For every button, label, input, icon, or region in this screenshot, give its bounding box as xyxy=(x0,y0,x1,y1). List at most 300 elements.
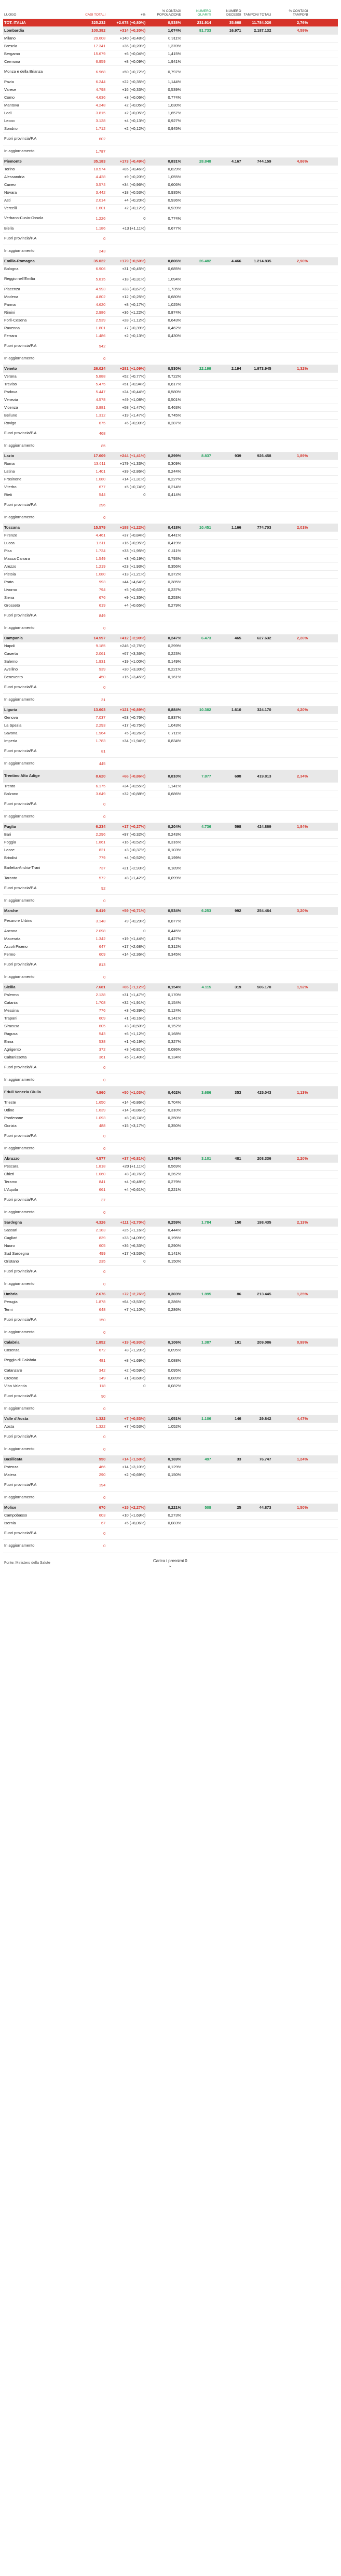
province-empty-cell xyxy=(212,1014,242,1022)
province-row xyxy=(3,838,338,846)
italy-casi: 325.232 xyxy=(65,19,106,26)
province-var: +8 (+1,42%) xyxy=(106,874,146,882)
province-row xyxy=(3,862,338,874)
province-empty-cell xyxy=(212,810,242,823)
province-row xyxy=(3,1313,338,1326)
province-empty-cell xyxy=(182,1098,212,1106)
header-casi-totali[interactable]: CASI TOTALI xyxy=(65,0,106,19)
province-empty-cell xyxy=(272,1354,309,1366)
province-pop: 0,290% xyxy=(146,1242,182,1250)
source-note: Fonte: Ministero della Salute xyxy=(4,1561,50,1565)
region-name[interactable]: Emilia-Romagna xyxy=(3,257,65,265)
header-tamponi[interactable]: TAMPONI TOTALI xyxy=(242,0,272,19)
province-pop: 0,221% xyxy=(146,1186,182,1193)
province-var: +1 (+0,19%) xyxy=(106,1038,146,1045)
province-empty-cell xyxy=(309,467,338,475)
region-name[interactable]: Friuli Venezia Giulia xyxy=(3,1086,65,1098)
province-name: In aggiornamento xyxy=(3,1402,65,1415)
province-casi: 4.798 xyxy=(65,86,106,93)
region-name[interactable]: Valle d'Aosta xyxy=(3,1415,65,1423)
province-row xyxy=(3,204,338,212)
province-pop: 0,927% xyxy=(146,117,182,125)
province-row xyxy=(3,1053,338,1061)
province-empty-cell xyxy=(242,999,272,1007)
region-row[interactable] xyxy=(3,1086,338,1098)
province-empty-cell xyxy=(309,1170,338,1178)
province-empty-cell xyxy=(272,1142,309,1155)
province-var xyxy=(106,427,146,439)
province-name: Enna xyxy=(3,1038,65,1045)
region-name[interactable]: Veneto xyxy=(3,365,65,372)
province-casi: 2.098 xyxy=(65,927,106,935)
province-empty-cell xyxy=(212,491,242,499)
region-row[interactable] xyxy=(3,1415,338,1423)
province-empty-cell xyxy=(182,950,212,958)
province-name: Novara xyxy=(3,189,65,196)
province-empty-cell xyxy=(272,467,309,475)
region-name[interactable]: Abruzzo xyxy=(3,1155,65,1162)
province-empty-cell xyxy=(309,439,338,452)
region-row[interactable] xyxy=(3,257,338,265)
province-casi: 0 xyxy=(65,1527,106,1539)
province-empty-cell xyxy=(182,1030,212,1038)
province-var xyxy=(106,971,146,983)
province-empty-cell xyxy=(242,562,272,570)
province-row xyxy=(3,935,338,943)
province-empty-cell xyxy=(309,714,338,721)
province-pop xyxy=(146,1402,182,1415)
province-empty-cell xyxy=(309,1463,338,1471)
province-var: +28 (+1,12%) xyxy=(106,316,146,324)
province-empty-cell xyxy=(242,165,272,173)
province-row xyxy=(3,1038,338,1045)
province-name: Trento xyxy=(3,782,65,790)
province-empty-cell xyxy=(309,396,338,404)
province-row xyxy=(3,58,338,65)
region-row[interactable] xyxy=(3,365,338,372)
province-name: In aggiornamento xyxy=(3,352,65,365)
region-pop: 0,810% xyxy=(146,770,182,782)
province-empty-cell xyxy=(212,285,242,293)
province-var: +3 (+0,37%) xyxy=(106,846,146,854)
province-casi: 0 xyxy=(65,511,106,524)
province-name: Catania xyxy=(3,999,65,1007)
province-row xyxy=(3,86,338,93)
province-var xyxy=(106,1430,146,1443)
region-decessi: 146 xyxy=(212,1415,242,1423)
province-casi: 29.608 xyxy=(65,34,106,42)
province-casi: 0 xyxy=(65,1491,106,1504)
header-contagi-popolazione[interactable]: % CONTAGI POPOLAZIONE xyxy=(146,0,182,19)
province-empty-cell xyxy=(309,324,338,332)
province-var: +8 (+1,69%) xyxy=(106,1354,146,1366)
province-empty-cell xyxy=(182,1527,212,1539)
province-row xyxy=(3,882,338,894)
province-name: Reggio di Calabria xyxy=(3,1354,65,1366)
province-empty-cell xyxy=(182,125,212,132)
province-empty-cell xyxy=(242,1022,272,1030)
province-empty-cell xyxy=(242,1234,272,1242)
province-empty-cell xyxy=(182,1479,212,1491)
province-var: +9 (+0,20%) xyxy=(106,173,146,181)
province-name: Rimini xyxy=(3,308,65,316)
region-row[interactable] xyxy=(3,452,338,460)
province-empty-cell xyxy=(242,874,272,882)
region-row[interactable] xyxy=(3,983,338,991)
province-casi: 839 xyxy=(65,1234,106,1242)
province-empty-cell xyxy=(309,181,338,189)
province-pop: 0,935% xyxy=(146,189,182,196)
province-empty-cell xyxy=(272,1390,309,1402)
province-name: Ragusa xyxy=(3,1030,65,1038)
province-empty-cell xyxy=(182,475,212,483)
province-row xyxy=(3,1030,338,1038)
header-decessi[interactable]: NUMERO DECESSI xyxy=(212,0,242,19)
province-empty-cell xyxy=(309,1038,338,1045)
province-casi: 2.183 xyxy=(65,1226,106,1234)
province-empty-cell xyxy=(272,1430,309,1443)
province-empty-cell xyxy=(182,132,212,145)
region-guariti: 8.837 xyxy=(182,452,212,460)
region-casi: 35.022 xyxy=(65,257,106,265)
province-var: +6 (+1,12%) xyxy=(106,1030,146,1038)
province-name: Mantova xyxy=(3,101,65,109)
province-empty-cell xyxy=(242,293,272,301)
province-var: +24 (+0,44%) xyxy=(106,388,146,396)
region-name[interactable]: Marche xyxy=(3,907,65,915)
province-empty-cell xyxy=(212,404,242,411)
region-decessi: 150 xyxy=(212,1218,242,1226)
province-var: +6 (+0,04%) xyxy=(106,50,146,58)
province-var: +14 (+3,10%) xyxy=(106,1463,146,1471)
province-casi: 3.649 xyxy=(65,790,106,798)
province-empty-cell xyxy=(212,204,242,212)
province-empty-cell xyxy=(309,1527,338,1539)
region-row[interactable] xyxy=(3,823,338,830)
province-row xyxy=(3,1007,338,1014)
province-empty-cell xyxy=(212,1130,242,1142)
province-row xyxy=(3,578,338,586)
province-row xyxy=(3,1098,338,1106)
province-empty-cell xyxy=(242,1527,272,1539)
province-empty-cell xyxy=(272,782,309,790)
province-var: +5 (+0,26%) xyxy=(106,729,146,737)
province-empty-cell xyxy=(182,854,212,862)
header-variazione[interactable]: +% xyxy=(106,0,146,19)
province-name: Fuori provincia/P.A xyxy=(3,427,65,439)
province-empty-cell xyxy=(272,547,309,555)
region-name[interactable]: Liguria xyxy=(3,706,65,714)
province-casi: 1.708 xyxy=(65,999,106,1007)
province-empty-cell xyxy=(309,340,338,352)
region-tamponi: 198.435 xyxy=(242,1218,272,1226)
region-row[interactable] xyxy=(3,1338,338,1346)
province-empty-cell xyxy=(309,1382,338,1390)
province-empty-cell xyxy=(212,1186,242,1193)
header-luogo[interactable]: LUOGO xyxy=(3,0,65,19)
province-empty-cell xyxy=(309,332,338,340)
province-casi: 499 xyxy=(65,1250,106,1257)
province-empty-cell xyxy=(212,212,242,224)
province-empty-cell xyxy=(272,927,309,935)
province-row xyxy=(3,1390,338,1402)
region-name[interactable]: Piemonte xyxy=(3,157,65,165)
province-name: Biella xyxy=(3,224,65,232)
province-empty-cell xyxy=(212,1539,242,1552)
province-empty-cell xyxy=(182,810,212,823)
province-empty-cell xyxy=(242,1142,272,1155)
region-row[interactable] xyxy=(3,1218,338,1226)
province-empty-cell xyxy=(182,265,212,273)
region-guariti: 1.895 xyxy=(182,1290,212,1298)
region-row[interactable] xyxy=(3,1455,338,1463)
province-empty-cell xyxy=(182,958,212,971)
province-empty-cell xyxy=(212,65,242,78)
province-row xyxy=(3,1074,338,1086)
italy-total-row xyxy=(3,19,338,26)
province-row xyxy=(3,650,338,658)
province-empty-cell xyxy=(182,1511,212,1519)
province-empty-cell xyxy=(242,1030,272,1038)
region-name[interactable]: Lombardia xyxy=(3,26,65,34)
province-empty-cell xyxy=(212,86,242,93)
province-empty-cell xyxy=(182,109,212,117)
province-row xyxy=(3,1402,338,1415)
province-var xyxy=(106,145,146,157)
province-casi: 0 xyxy=(65,232,106,245)
load-more-button[interactable] xyxy=(153,1559,187,1568)
province-empty-cell xyxy=(309,93,338,101)
province-empty-cell xyxy=(242,810,272,823)
province-empty-cell xyxy=(182,1162,212,1170)
region-row[interactable] xyxy=(3,1504,338,1511)
province-empty-cell xyxy=(212,714,242,721)
province-empty-cell xyxy=(182,1206,212,1218)
province-empty-cell xyxy=(182,1130,212,1142)
region-row[interactable] xyxy=(3,706,338,714)
province-var: +33 (+4,09%) xyxy=(106,1234,146,1242)
province-empty-cell xyxy=(309,1045,338,1053)
region-decessi: 353 xyxy=(212,1086,242,1098)
region-guariti: 7.877 xyxy=(182,770,212,782)
province-var xyxy=(106,1326,146,1338)
province-empty-cell xyxy=(182,601,212,609)
province-row xyxy=(3,93,338,101)
region-name[interactable]: Lazio xyxy=(3,452,65,460)
header-contagi-tamponi[interactable]: % CONTAGI TAMPONI xyxy=(272,0,309,19)
province-name: In aggiornamento xyxy=(3,1326,65,1338)
province-empty-cell xyxy=(182,439,212,452)
province-empty-cell xyxy=(242,324,272,332)
province-empty-cell xyxy=(309,693,338,706)
region-row[interactable] xyxy=(3,907,338,915)
region-guariti: 81.733 xyxy=(182,26,212,34)
region-name[interactable]: Sardegna xyxy=(3,1218,65,1226)
province-empty-cell xyxy=(272,265,309,273)
province-empty-cell xyxy=(309,1390,338,1402)
province-row xyxy=(3,1045,338,1053)
province-empty-cell xyxy=(182,1178,212,1186)
table-body xyxy=(3,19,338,1552)
province-empty-cell xyxy=(212,396,242,404)
province-row xyxy=(3,1382,338,1390)
region-name[interactable]: Calabria xyxy=(3,1338,65,1346)
province-pop xyxy=(146,1491,182,1504)
region-name[interactable]: Molise xyxy=(3,1504,65,1511)
province-row xyxy=(3,396,338,404)
province-empty-cell xyxy=(272,539,309,547)
province-empty-cell xyxy=(272,427,309,439)
province-row xyxy=(3,1142,338,1155)
province-empty-cell xyxy=(212,874,242,882)
province-casi: 9.185 xyxy=(65,642,106,650)
province-empty-cell xyxy=(182,531,212,539)
province-pop: 0,569% xyxy=(146,1162,182,1170)
region-pop: 0,884% xyxy=(146,706,182,714)
province-row xyxy=(3,1491,338,1504)
region-row[interactable] xyxy=(3,26,338,34)
province-name: Fuori provincia/P.A xyxy=(3,609,65,622)
province-casi: 543 xyxy=(65,1030,106,1038)
province-row xyxy=(3,1162,338,1170)
province-casi: 361 xyxy=(65,1053,106,1061)
province-empty-cell xyxy=(182,562,212,570)
province-empty-cell xyxy=(182,232,212,245)
province-empty-cell xyxy=(309,1074,338,1086)
region-decessi: 4.167 xyxy=(212,157,242,165)
region-guariti: 22.199 xyxy=(182,365,212,372)
region-var: +50 (+1,03%) xyxy=(106,1086,146,1098)
province-casi: 18.574 xyxy=(65,165,106,173)
province-empty-cell xyxy=(242,1106,272,1114)
region-row[interactable] xyxy=(3,157,338,165)
province-empty-cell xyxy=(182,204,212,212)
province-var: +30 (+3,30%) xyxy=(106,665,146,673)
province-empty-cell xyxy=(309,34,338,42)
province-var: +14 (+2,36%) xyxy=(106,950,146,958)
province-pop: 0,463% xyxy=(146,404,182,411)
province-var: +85 (+0,46%) xyxy=(106,165,146,173)
province-empty-cell xyxy=(242,332,272,340)
region-row[interactable] xyxy=(3,1155,338,1162)
province-pop: 0,083% xyxy=(146,1519,182,1527)
province-empty-cell xyxy=(212,78,242,86)
province-row xyxy=(3,1306,338,1313)
region-spacer xyxy=(309,257,338,265)
region-decessi: 481 xyxy=(212,1155,242,1162)
province-empty-cell xyxy=(309,915,338,927)
province-empty-cell xyxy=(182,1074,212,1086)
province-pop: 0,141% xyxy=(146,1014,182,1022)
province-casi: 1.322 xyxy=(65,1423,106,1430)
region-decessi: 939 xyxy=(212,452,242,460)
province-pop xyxy=(146,1206,182,1218)
region-name[interactable]: Puglia xyxy=(3,823,65,830)
province-pop: 0,834% xyxy=(146,737,182,745)
province-empty-cell xyxy=(309,301,338,308)
province-empty-cell xyxy=(212,332,242,340)
province-empty-cell xyxy=(272,1114,309,1122)
province-pop: 0,606% xyxy=(146,181,182,189)
province-empty-cell xyxy=(242,1250,272,1257)
province-pop: 0,385% xyxy=(146,578,182,586)
province-casi: 1.401 xyxy=(65,467,106,475)
region-name[interactable]: Trentino Alto Adige xyxy=(3,770,65,782)
region-row[interactable] xyxy=(3,770,338,782)
province-empty-cell xyxy=(242,1382,272,1390)
province-empty-cell xyxy=(182,173,212,181)
province-empty-cell xyxy=(212,189,242,196)
province-empty-cell xyxy=(272,1122,309,1130)
region-row[interactable] xyxy=(3,1290,338,1298)
province-pop: 0,829% xyxy=(146,165,182,173)
province-empty-cell xyxy=(242,404,272,411)
province-empty-cell xyxy=(182,388,212,396)
region-spacer xyxy=(309,983,338,991)
province-empty-cell xyxy=(272,555,309,562)
province-pop: 0,170% xyxy=(146,991,182,999)
province-empty-cell xyxy=(272,316,309,324)
province-empty-cell xyxy=(182,491,212,499)
province-pop: 0,243% xyxy=(146,830,182,838)
region-spacer xyxy=(309,706,338,714)
province-pop: 0,199% xyxy=(146,854,182,862)
province-var: +34 (+1,94%) xyxy=(106,737,146,745)
region-spacer xyxy=(309,365,338,372)
province-empty-cell xyxy=(212,1313,242,1326)
region-spacer xyxy=(309,1455,338,1463)
province-pop: 0,643% xyxy=(146,316,182,324)
region-name[interactable]: Sicilia xyxy=(3,983,65,991)
region-tp: 4,20% xyxy=(272,706,309,714)
province-empty-cell xyxy=(212,673,242,681)
province-empty-cell xyxy=(212,1250,242,1257)
region-row[interactable] xyxy=(3,524,338,531)
region-casi: 950 xyxy=(65,1455,106,1463)
province-pop: 0,427% xyxy=(146,935,182,943)
province-empty-cell xyxy=(309,316,338,324)
province-empty-cell xyxy=(242,125,272,132)
province-empty-cell xyxy=(182,101,212,109)
province-empty-cell xyxy=(309,838,338,846)
region-tamponi: 29.842 xyxy=(242,1415,272,1423)
province-empty-cell xyxy=(242,65,272,78)
region-name[interactable]: Umbria xyxy=(3,1290,65,1298)
province-var: +15 (+3,45%) xyxy=(106,673,146,681)
province-name: In aggiornamento xyxy=(3,145,65,157)
province-casi: 4.636 xyxy=(65,93,106,101)
province-pop xyxy=(146,232,182,245)
province-var: +37 (+0,84%) xyxy=(106,531,146,539)
region-name[interactable]: Toscana xyxy=(3,524,65,531)
province-empty-cell xyxy=(182,340,212,352)
province-empty-cell xyxy=(272,601,309,609)
province-empty-cell xyxy=(272,745,309,757)
province-casi: 481 xyxy=(65,1354,106,1366)
province-casi: 605 xyxy=(65,1242,106,1250)
province-name: Savona xyxy=(3,729,65,737)
region-name[interactable]: Campania xyxy=(3,634,65,642)
region-name[interactable]: Basilicata xyxy=(3,1455,65,1463)
province-pop: 0,704% xyxy=(146,1098,182,1106)
province-row xyxy=(3,971,338,983)
province-row xyxy=(3,1014,338,1022)
header-guariti[interactable]: NUMERO GUARITI xyxy=(182,0,212,19)
region-row[interactable] xyxy=(3,634,338,642)
province-name: Avellino xyxy=(3,665,65,673)
italy-name: TOT. ITALIA xyxy=(3,19,65,26)
region-pop: 0,349% xyxy=(146,1155,182,1162)
